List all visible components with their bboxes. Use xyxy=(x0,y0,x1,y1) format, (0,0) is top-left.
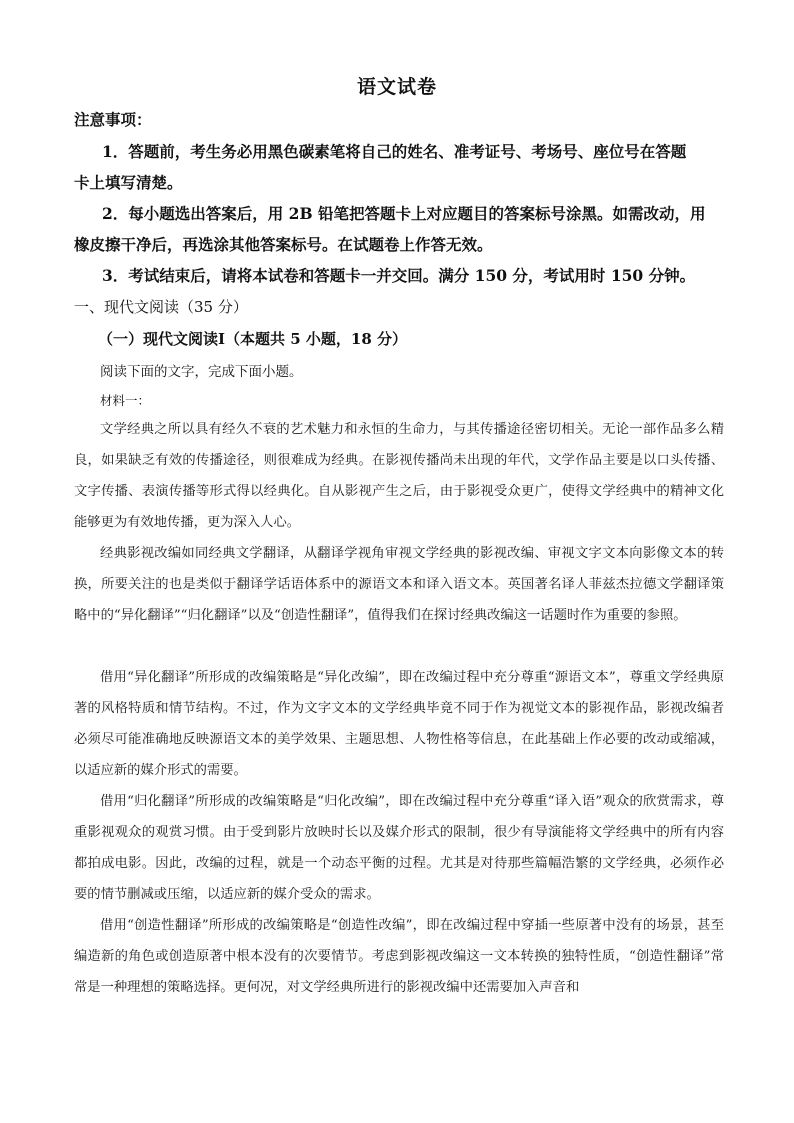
material-paragraph-2: 经典影视改编如同经典文学翻译，从翻译学视角审视文学经典的影视改编、审视文字文本向影像文本的转换，所要关注的也是类似于翻译学话语体系中的源语文本和译入语文本。英国著名译人菲兹杰拉德文学翻译策略中的“异化翻译”“归化翻译”以及“创造性翻译”，值得我们在探讨经典改编这一话题时作为重要的参照。 xyxy=(74,546,724,623)
notice-heading: 注意事项： xyxy=(74,110,152,129)
notice-item-1-line-2: 卡上填写清楚。 xyxy=(74,173,183,192)
page-title: 语文试卷 xyxy=(356,76,437,98)
material-paragraph-3: 借用“异化翻译”所形成的改编策略是“异化改编”，即在改编过程中充分尊重“源语文本”，尊重文学经典原著的风格特质和情节结构。不过，作为文字文本的文学经典毕竟不同于作为视觉文本的影视作品，影视改编者必须尽可能准确地反映源语文本的美学效果、主题思想、人物性格等信息，在此基础上作必要的改动或缩减，以适应新的媒介形式的需要。 xyxy=(74,670,724,778)
material-paragraph-5: 借用“创造性翻译”所形成的改编策略是“创造性改编”，即在改编过程中穿插一些原著中没有的场景，甚至编造新的角色或创造原著中根本没有的次要情节。考虑到影视改编这一文本转换的独特性质，“创造性翻译”常常是一种理想的策略选择。更何况，对文学经典所进行的影视改编中还需要加入声音和 xyxy=(74,918,724,995)
material-paragraph-1: 文学经典之所以具有经久不衰的艺术魅力和永恒的生命力，与其传播途径密切相关。无论一部作品多么精良，如果缺乏有效的传播途径，则很难成为经典。在影视传播尚未出现的年代，文学作品主要是以口头传播、文字传播、表演传播等形式得以经典化。自从影视产生之后，由于影视受众更广，使得文学经典中的精神文化能够更为有效地传播，更为深入人心。 xyxy=(74,422,724,530)
subsection-heading: （一）现代文阅读Ⅰ（本题共 5 小题，18 分） xyxy=(98,330,407,348)
notice-item-3: 3．考试结束后，请将本试卷和答题卡一并交回。满分 150 分，考试用时 150 分钟。 xyxy=(102,266,696,285)
material-paragraph-4: 借用“归化翻译”所形成的改编策略是“归化改编”，即在改编过程中充分尊重“译入语”观众的欣赏需求，尊重影视观众的观赏习惯。由于受到影片放映时长以及媒介形式的限制，很少有导演能将文学经典中的所有内容都拍成电影。因此，改编的过程，就是一个动态平衡的过程。尤其是对待那些篇幅浩繁的文学经典，必须作必要的情节删减或压缩，以适应新的媒介受众的需求。 xyxy=(74,794,724,902)
section-heading: 一、现代文阅读（35 分） xyxy=(74,298,248,316)
notice-item-1-line-1: 1．答题前，考生务必用黑色碳素笔将自己的姓名、准考证号、考场号、座位号在答题 xyxy=(102,142,687,161)
notice-item-2-line-2: 橡皮擦干净后，再选涂其他答案标号。在试题卷上作答无效。 xyxy=(74,235,493,254)
notice-item-2-line-1: 2．每小题选出答案后，用 2B 铅笔把答题卡上对应题目的答案标号涂黑。如需改动，用 xyxy=(102,204,706,223)
material-label: 材料一： xyxy=(100,393,151,408)
reading-instruction: 阅读下面的文字，完成下面小题。 xyxy=(100,364,303,380)
